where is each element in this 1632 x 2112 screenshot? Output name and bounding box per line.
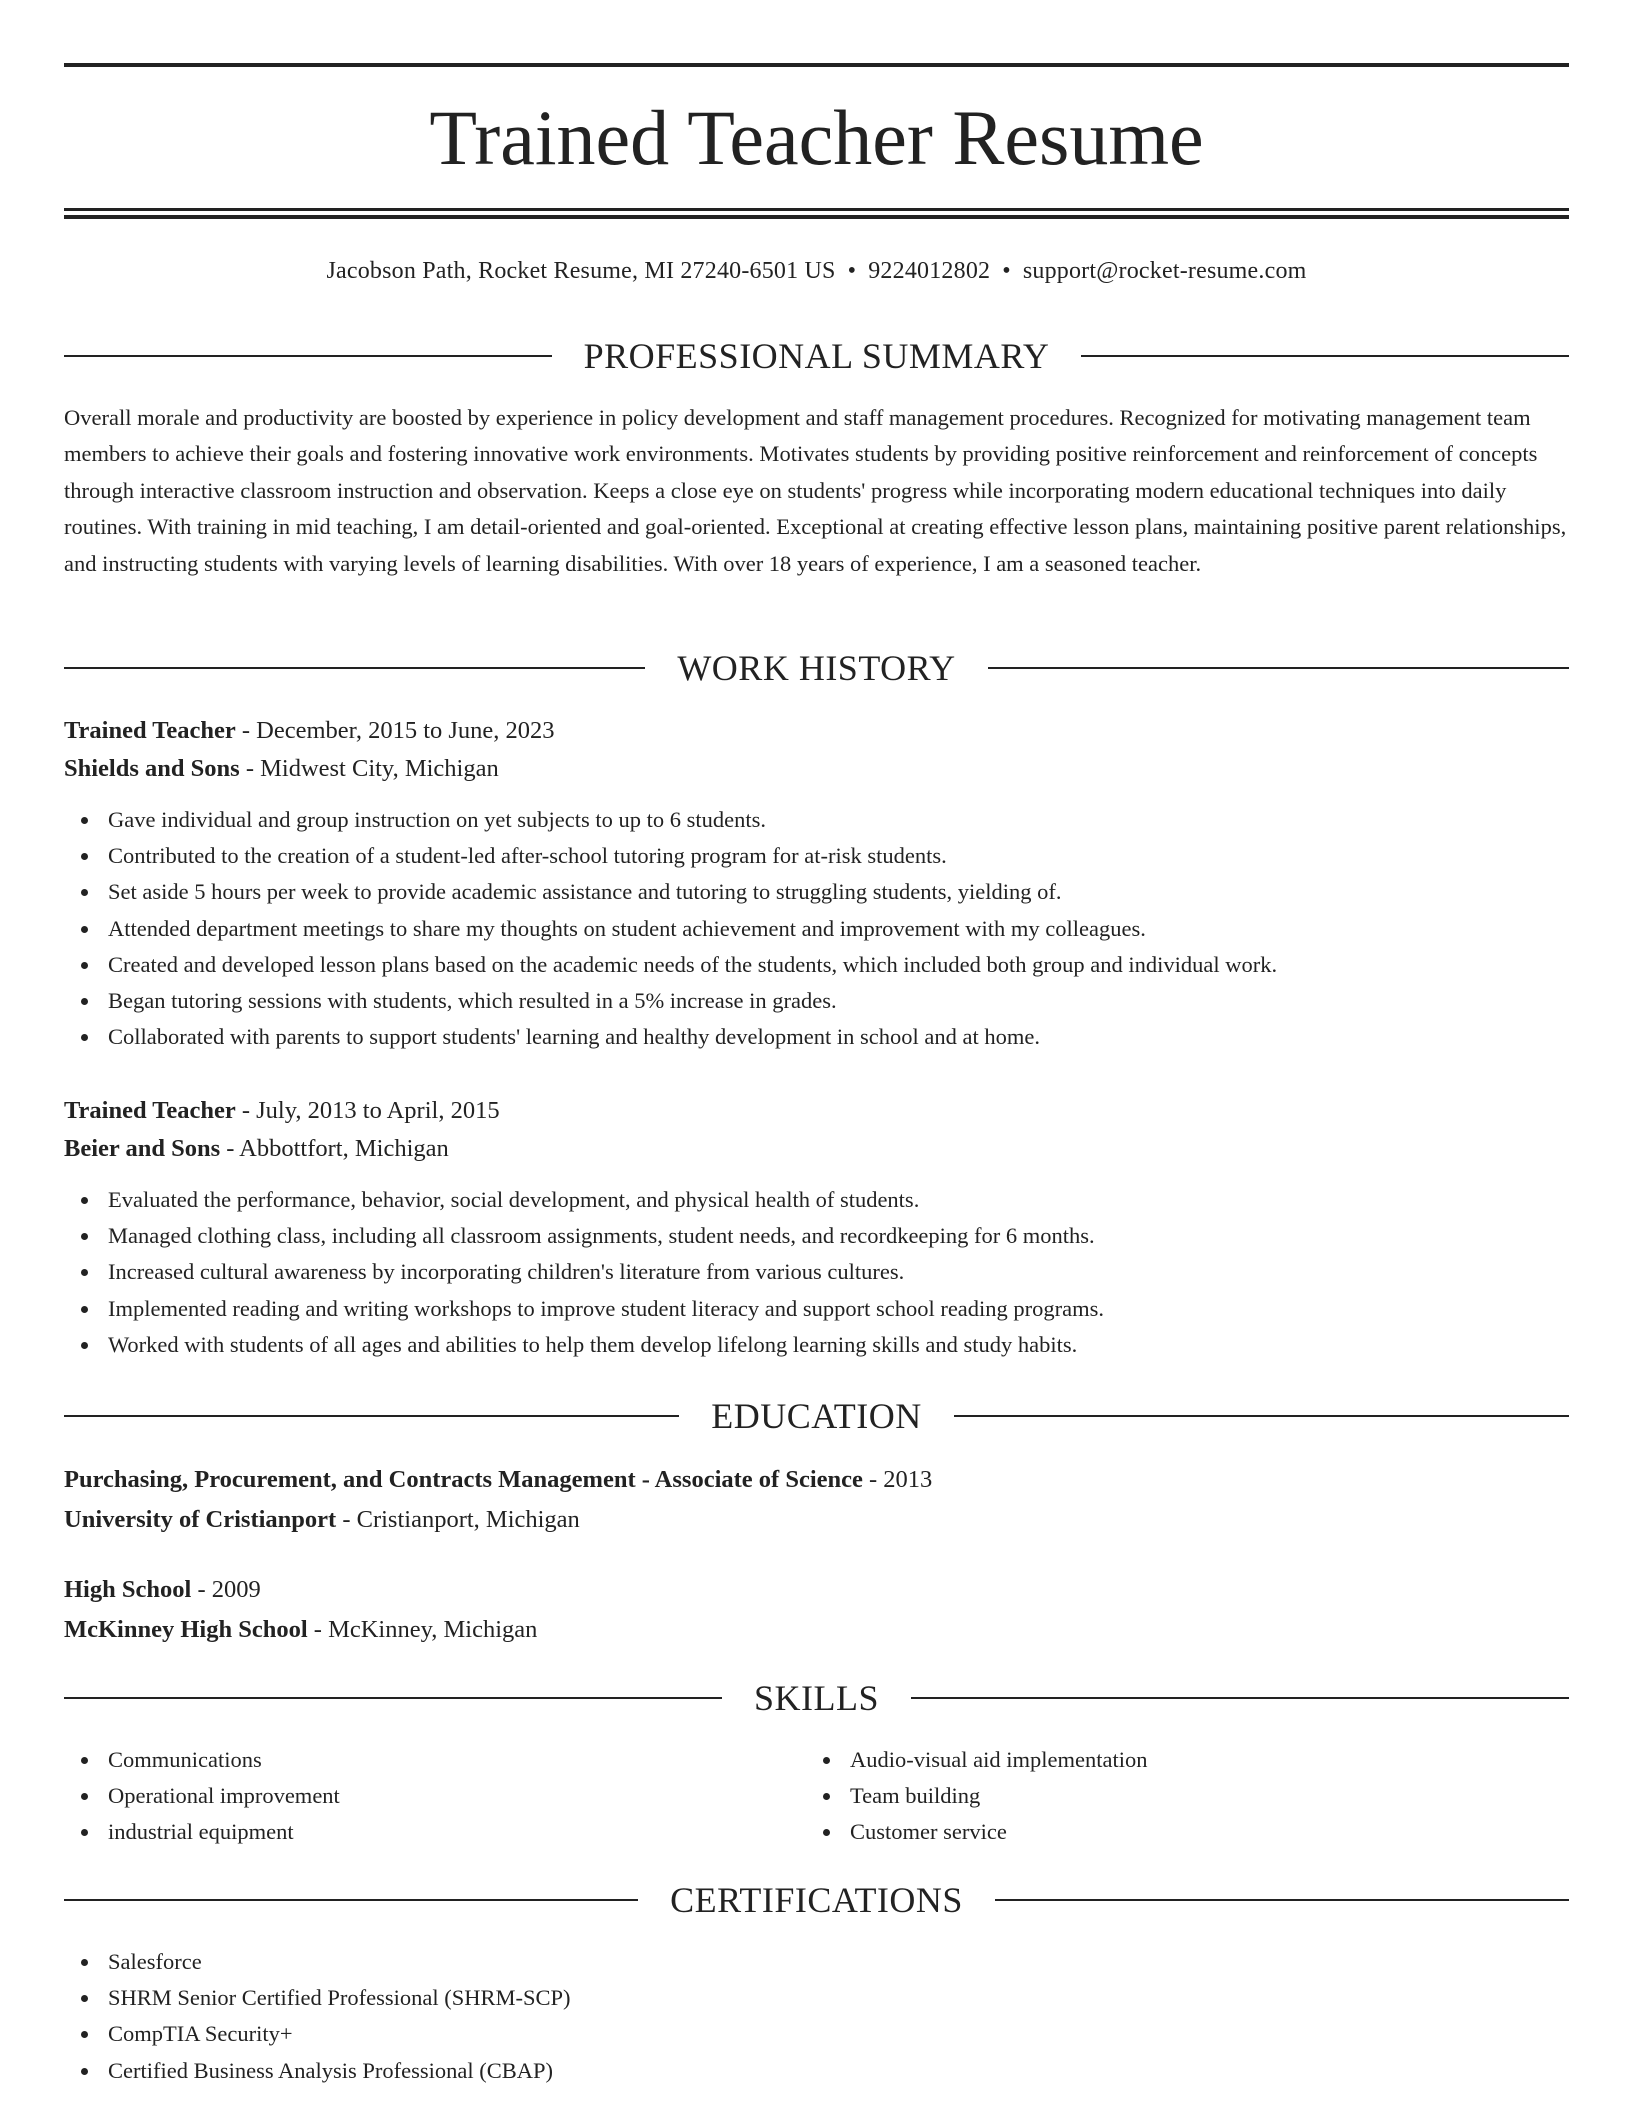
contact-email: support@rocket-resume.com: [1022, 258, 1307, 284]
list-item: Worked with students of all ages and abilities to help them develop lifelong learning skills and study habits.: [64, 1327, 1569, 1363]
job-dates: - July, 2013 to April, 2015: [235, 1097, 500, 1124]
title-rule-upper: [64, 208, 1569, 211]
list-item: Collaborated with parents to support students' learning and healthy development in school and at home.: [64, 1019, 1569, 1055]
job-bullet-list: [64, 802, 1569, 1055]
section-rule-left: [64, 355, 552, 357]
education-school-line: [64, 1610, 1569, 1650]
job-location: - Abbottfort, Michigan: [220, 1135, 449, 1162]
resume-title: Trained Teacher Resume: [429, 94, 1204, 181]
section-rule-right: [1081, 355, 1569, 357]
section-title-skills: SKILLS: [754, 1678, 880, 1718]
job-company: Beier and Sons: [64, 1135, 221, 1162]
certifications-list: [64, 1944, 1569, 2089]
job-entry: [64, 1092, 1569, 1363]
list-item: Increased cultural awareness by incorporating children's literature from various cultures.: [64, 1254, 1569, 1290]
education-location: - McKinney, Michigan: [307, 1615, 538, 1643]
job-company-line: [64, 1130, 1569, 1168]
title-rule-lower: [64, 215, 1569, 219]
skill-item: Team building: [806, 1778, 1548, 1814]
section-header-work: [64, 648, 1569, 688]
section-rule-left: [64, 1899, 638, 1901]
skills-columns: [64, 1742, 1569, 1851]
contact-line: [64, 256, 1569, 286]
education-entry: [64, 1570, 1569, 1649]
section-header-summary: [64, 336, 1569, 376]
list-item: Set aside 5 hours per week to provide academic assistance and tutoring to struggling students, yielding of.: [64, 874, 1569, 910]
certification-item: Salesforce: [64, 1944, 1569, 1980]
professional-summary-text: Overall morale and productivity are boosted by experience in policy development and staff management procedures. Recognized for motivating management team members to achieve their goals and fostering innovative work environments. Motivates students by providing positive reinforcement and reinforcement of concepts through interactive classroom instruction and observation. Keeps a close eye on students' progress while incorporating modern educational techniques into daily routines. With training in mid teaching, I am detail-oriented and goal-oriented. Exceptional at creating effective lesson plans, maintaining positive parent relationships, and instructing students with varying levels of learning disabilities. With over 18 years of experience, I am a seasoned teacher.: [64, 405, 1567, 576]
section-title-certifications: CERTIFICATIONS: [670, 1880, 963, 1920]
job-location: - Midwest City, Michigan: [239, 755, 499, 782]
list-item: Managed clothing class, including all classroom assignments, student needs, and recordkeeping for 6 months.: [64, 1218, 1569, 1254]
list-item: Gave individual and group instruction on yet subjects to up to 6 students.: [64, 802, 1569, 838]
job-dates: - December, 2015 to June, 2023: [235, 717, 555, 744]
list-item: Began tutoring sessions with students, which resulted in a 5% increase in grades.: [64, 983, 1569, 1019]
job-bullet-list: [64, 1182, 1569, 1363]
contact-phone: 9224012802: [868, 258, 991, 284]
certification-item: SHRM Senior Certified Professional (SHRM-SCP): [64, 1980, 1569, 2016]
section-title-work: WORK HISTORY: [677, 648, 956, 688]
section-header-certifications: [64, 1880, 1569, 1920]
certification-item: CompTIA Security+: [64, 2016, 1569, 2052]
job-title-line: [64, 1092, 1569, 1130]
education-entry: [64, 1460, 1569, 1539]
skills-list-left: [64, 1742, 806, 1851]
skill-item: Operational improvement: [64, 1778, 806, 1814]
top-rule: [64, 63, 1569, 67]
contact-address: Jacobson Path, Rocket Resume, MI 27240-6501 US: [326, 258, 836, 284]
section-rule-left: [64, 1415, 679, 1417]
section-rule-right: [911, 1697, 1569, 1699]
education-location: - Cristianport, Michigan: [336, 1505, 580, 1533]
job-title-line: [64, 712, 1569, 750]
certification-item: Certified Business Analysis Professional (CBAP): [64, 2053, 1569, 2089]
education-school-line: [64, 1500, 1569, 1540]
section-header-skills: [64, 1678, 1569, 1718]
section-rule-right: [954, 1415, 1569, 1417]
section-rule-left: [64, 667, 645, 669]
job-company: Shields and Sons: [64, 755, 240, 782]
skill-item: Customer service: [806, 1814, 1548, 1850]
skill-item: industrial equipment: [64, 1814, 806, 1850]
education-school: McKinney High School: [64, 1615, 308, 1643]
job-company-line: [64, 750, 1569, 788]
job-title: Trained Teacher: [64, 1097, 236, 1124]
list-item: Contributed to the creation of a student-led after-school tutoring program for at-risk students.: [64, 838, 1569, 874]
skills-list-right: [806, 1742, 1548, 1851]
list-item: Implemented reading and writing workshops to improve student literacy and support school reading programs.: [64, 1291, 1569, 1327]
list-item: Attended department meetings to share my thoughts on student achievement and improvement with my colleagues.: [64, 911, 1569, 947]
section-title-education: EDUCATION: [711, 1396, 922, 1436]
education-year: - 2013: [862, 1466, 933, 1493]
list-item: Created and developed lesson plans based on the academic needs of the students, which included both group and individual work.: [64, 947, 1569, 983]
section-rule-left: [64, 1697, 722, 1699]
skill-item: Audio-visual aid implementation: [806, 1742, 1548, 1778]
contact-separator: •: [1002, 258, 1011, 284]
contact-separator: •: [847, 258, 857, 284]
education-degree: Purchasing, Procurement, and Contracts Management - Associate of Science: [64, 1466, 863, 1493]
section-header-education: [64, 1396, 1569, 1436]
education-school: University of Cristianport: [64, 1505, 337, 1533]
section-title-summary: PROFESSIONAL SUMMARY: [583, 336, 1050, 376]
list-item: Evaluated the performance, behavior, social development, and physical health of students.: [64, 1182, 1569, 1218]
section-rule-right: [995, 1899, 1569, 1901]
job-entry: [64, 712, 1569, 1055]
education-degree-line: [64, 1570, 1569, 1610]
education-degree: High School: [64, 1576, 192, 1603]
job-title: Trained Teacher: [64, 717, 236, 744]
section-rule-right: [988, 667, 1569, 669]
education-year: - 2009: [191, 1576, 261, 1603]
skill-item: Communications: [64, 1742, 806, 1778]
education-degree-line: [64, 1460, 1569, 1500]
